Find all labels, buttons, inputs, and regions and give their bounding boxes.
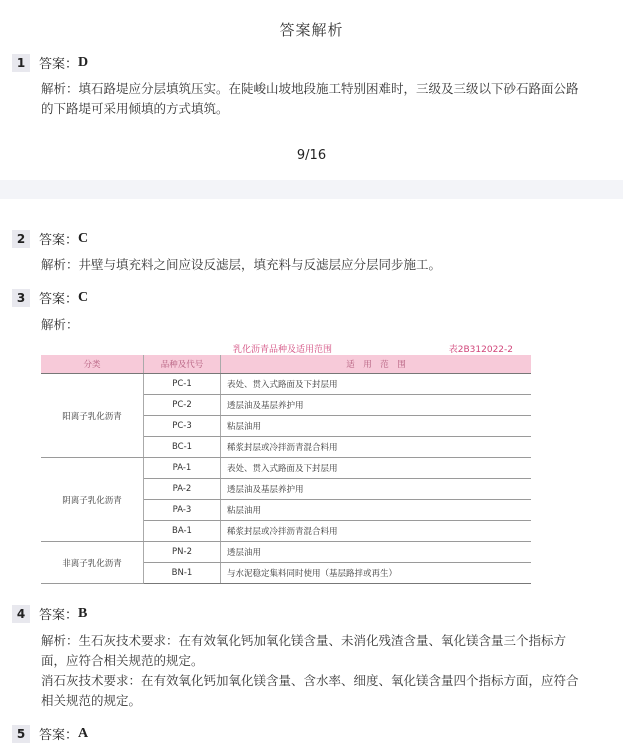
code-cell: PC-2 bbox=[144, 395, 221, 416]
answer-value: B bbox=[78, 605, 88, 621]
table-row bbox=[41, 458, 531, 479]
answer-value: C bbox=[78, 289, 89, 305]
use-cell: 与水泥稳定集料同时使用（基层路拌或再生） bbox=[221, 563, 532, 584]
question-4-header bbox=[12, 604, 87, 623]
category-cell: 非离子乳化沥青 bbox=[41, 542, 144, 584]
header-use: 适 用 范 围 bbox=[221, 355, 532, 374]
question-number: 2 bbox=[12, 230, 30, 248]
answer-value: A bbox=[78, 725, 89, 741]
code-cell: BA-1 bbox=[144, 521, 221, 542]
table-row bbox=[41, 374, 531, 395]
use-cell: 稀浆封层或冷拌沥青混合料用 bbox=[221, 521, 532, 542]
answer-value: C bbox=[78, 230, 89, 246]
question-3-explanation: 解析： bbox=[41, 317, 79, 332]
use-cell: 表处、贯入式路面及下封层用 bbox=[221, 458, 532, 479]
use-cell: 粘层油用 bbox=[221, 416, 532, 437]
question-4-explanation: 解析：生石灰技术要求：在有效氧化钙加氧化镁含量、未消化残渣含量、氧化镁含量三个指标方面，应符合相关规范的规定。 bbox=[41, 633, 567, 668]
category-cell: 阴离子乳化沥青 bbox=[41, 458, 144, 542]
code-cell: PC-3 bbox=[144, 416, 221, 437]
category-cell: 阳离子乳化沥青 bbox=[41, 374, 144, 458]
question-2-explanation: 解析：井壁与填充料之间应设反滤层，填充料与反滤层应分层同步施工。 bbox=[41, 257, 442, 272]
question-2-header bbox=[12, 229, 88, 248]
page-number: 9/16 bbox=[296, 148, 327, 163]
header-category: 分类 bbox=[41, 355, 144, 374]
question-1-header bbox=[12, 53, 88, 72]
page-break bbox=[0, 180, 623, 199]
code-cell: PA-2 bbox=[144, 479, 221, 500]
answer-label: 答案： bbox=[39, 233, 79, 248]
question-number: 4 bbox=[12, 605, 30, 623]
use-cell: 表处、贯入式路面及下封层用 bbox=[221, 374, 532, 395]
question-number: 3 bbox=[12, 289, 30, 307]
answer-label: 答案： bbox=[39, 608, 79, 623]
table-title: 乳化沥青品种及适用范围 bbox=[233, 345, 333, 355]
table-code: 表2B312022-2 bbox=[448, 345, 513, 355]
code-cell: PN-2 bbox=[144, 542, 221, 563]
table-row bbox=[41, 542, 531, 563]
table-caption bbox=[41, 342, 531, 356]
use-cell: 稀浆封层或冷拌沥青混合料用 bbox=[221, 437, 532, 458]
use-cell: 透层油及基层养护用 bbox=[221, 395, 532, 416]
code-cell: BN-1 bbox=[144, 563, 221, 584]
question-3-header bbox=[12, 288, 88, 307]
question-1-explanation: 解析：填石路堤应分层填筑压实。在陡峻山坡地段施工特别困难时，三级及三级以下砂石路面公路的下路堤可采用倾填的方式填筑。 bbox=[41, 81, 579, 116]
emulsified-asphalt-table bbox=[41, 355, 531, 584]
code-cell: PA-1 bbox=[144, 458, 221, 479]
header-code: 品种及代号 bbox=[144, 355, 221, 374]
table-header-row bbox=[41, 355, 531, 374]
answer-label: 答案： bbox=[39, 728, 79, 743]
code-cell: PA-3 bbox=[144, 500, 221, 521]
use-cell: 粘层油用 bbox=[221, 500, 532, 521]
question-number: 1 bbox=[12, 54, 30, 72]
answer-label: 答案： bbox=[39, 292, 79, 307]
answer-value: D bbox=[78, 54, 89, 70]
code-cell: BC-1 bbox=[144, 437, 221, 458]
use-cell: 透层油用 bbox=[221, 542, 532, 563]
question-number: 5 bbox=[12, 725, 30, 743]
page-title: 答案解析 bbox=[279, 21, 344, 39]
question-4-explanation-2: 消石灰技术要求：在有效氧化钙加氧化镁含量、含水率、细度、氧化镁含量四个指标方面，应符合相关规范的规定。 bbox=[41, 673, 579, 708]
answer-label: 答案： bbox=[39, 57, 79, 72]
code-cell: PC-1 bbox=[144, 374, 221, 395]
use-cell: 透层油及基层养护用 bbox=[221, 479, 532, 500]
question-5-header bbox=[12, 724, 88, 743]
